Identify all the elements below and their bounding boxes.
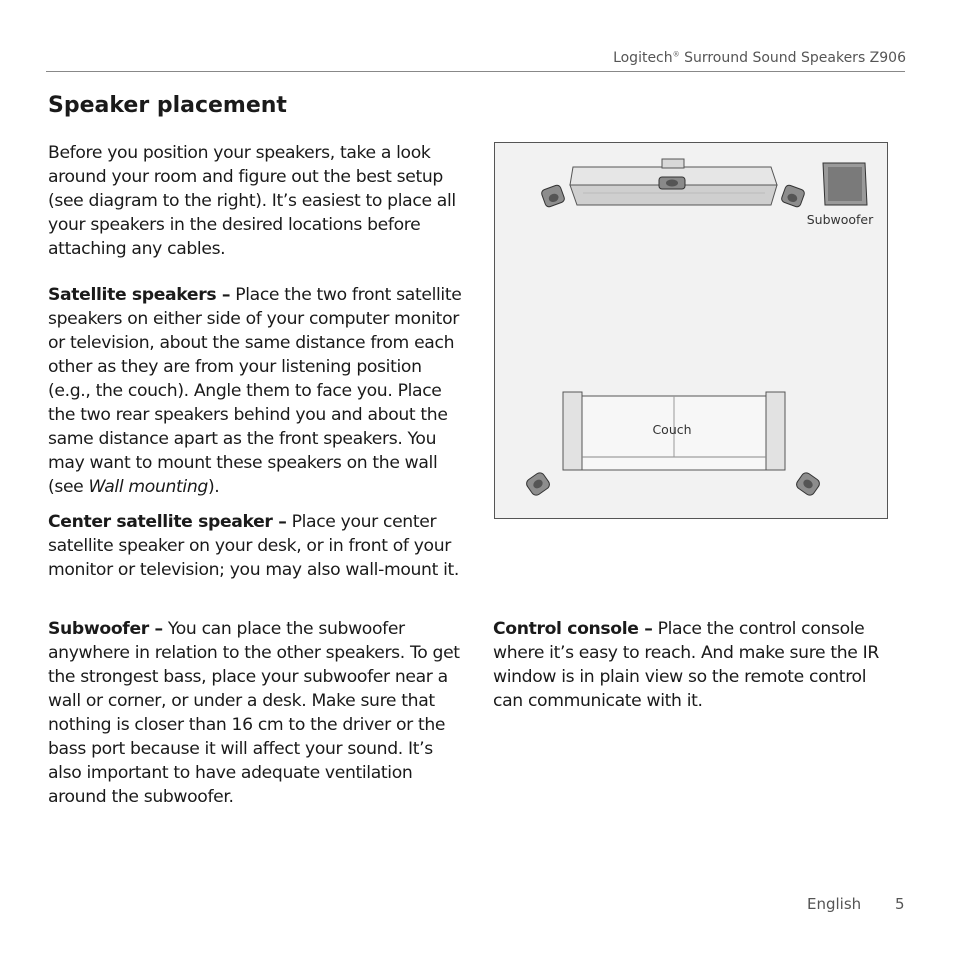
running-header [613, 50, 906, 66]
subwoofer-icon [823, 163, 867, 205]
product-name: Surround Sound Speakers Z906 [684, 50, 906, 66]
speaker-placement-diagram [494, 142, 888, 519]
satellite-text-end: ). [207, 477, 220, 497]
satellite-text: Place the two front satellite speakers on either side of your computer monitor or television, about the same distance from each other as they are from your listening position (e.g., the couch). Angle them to face you. Place the two rear speakers behind you and about the same distance apart as the front speakers. You may want to mount these speakers on the wall (see [48, 285, 462, 497]
trademark-symbol: ® [672, 50, 680, 59]
subwoofer-heading: Subwoofer – [48, 619, 163, 639]
brand-name: Logitech [613, 50, 673, 66]
footer-language: English [807, 895, 862, 913]
couch-label: Couch [652, 422, 692, 437]
rear-left-speaker-icon [525, 471, 552, 497]
intro-paragraph: Before you position your speakers, take a look around your room and figure out the best setup (see diagram to the right). It’s easiest to place all your speakers in the desired locations before attaching any cables. [48, 143, 456, 259]
console-text: Place the control console where it’s easy to reach. And make sure the IR window is in plain view so the remote control can communicate with it. [493, 619, 879, 711]
center-heading: Center satellite speaker – [48, 512, 287, 532]
center-text: Place your center satellite speaker on your desk, or in front of your monitor or television; you may also wall-mount it. [48, 512, 460, 580]
console-paragraph [493, 617, 893, 713]
page-number: 5 [895, 895, 905, 913]
console-heading: Control console – [493, 619, 653, 639]
center-paragraph [48, 510, 468, 582]
page-title: Speaker placement [48, 93, 287, 118]
wall-mounting-reference: Wall mounting [88, 477, 208, 497]
satellite-paragraph [48, 283, 468, 499]
front-left-speaker-icon [541, 184, 566, 208]
header-divider [46, 71, 905, 72]
rear-right-speaker-icon [795, 471, 822, 497]
satellite-heading: Satellite speakers – [48, 285, 231, 305]
subwoofer-label: Subwoofer [806, 212, 874, 227]
subwoofer-text: You can place the subwoofer anywhere in relation to the other speakers. To get the strongest bass, place your subwoofer near a wall or corner, or under a desk. Make sure that nothing is closer than 16 cm to the driver or the bass port because it will affect your sound. It’s also important to have adequate ventilation around the subwoofer. [48, 619, 460, 807]
center-speaker-icon [659, 177, 685, 189]
subwoofer-paragraph [48, 617, 468, 809]
front-right-speaker-icon [781, 184, 806, 208]
